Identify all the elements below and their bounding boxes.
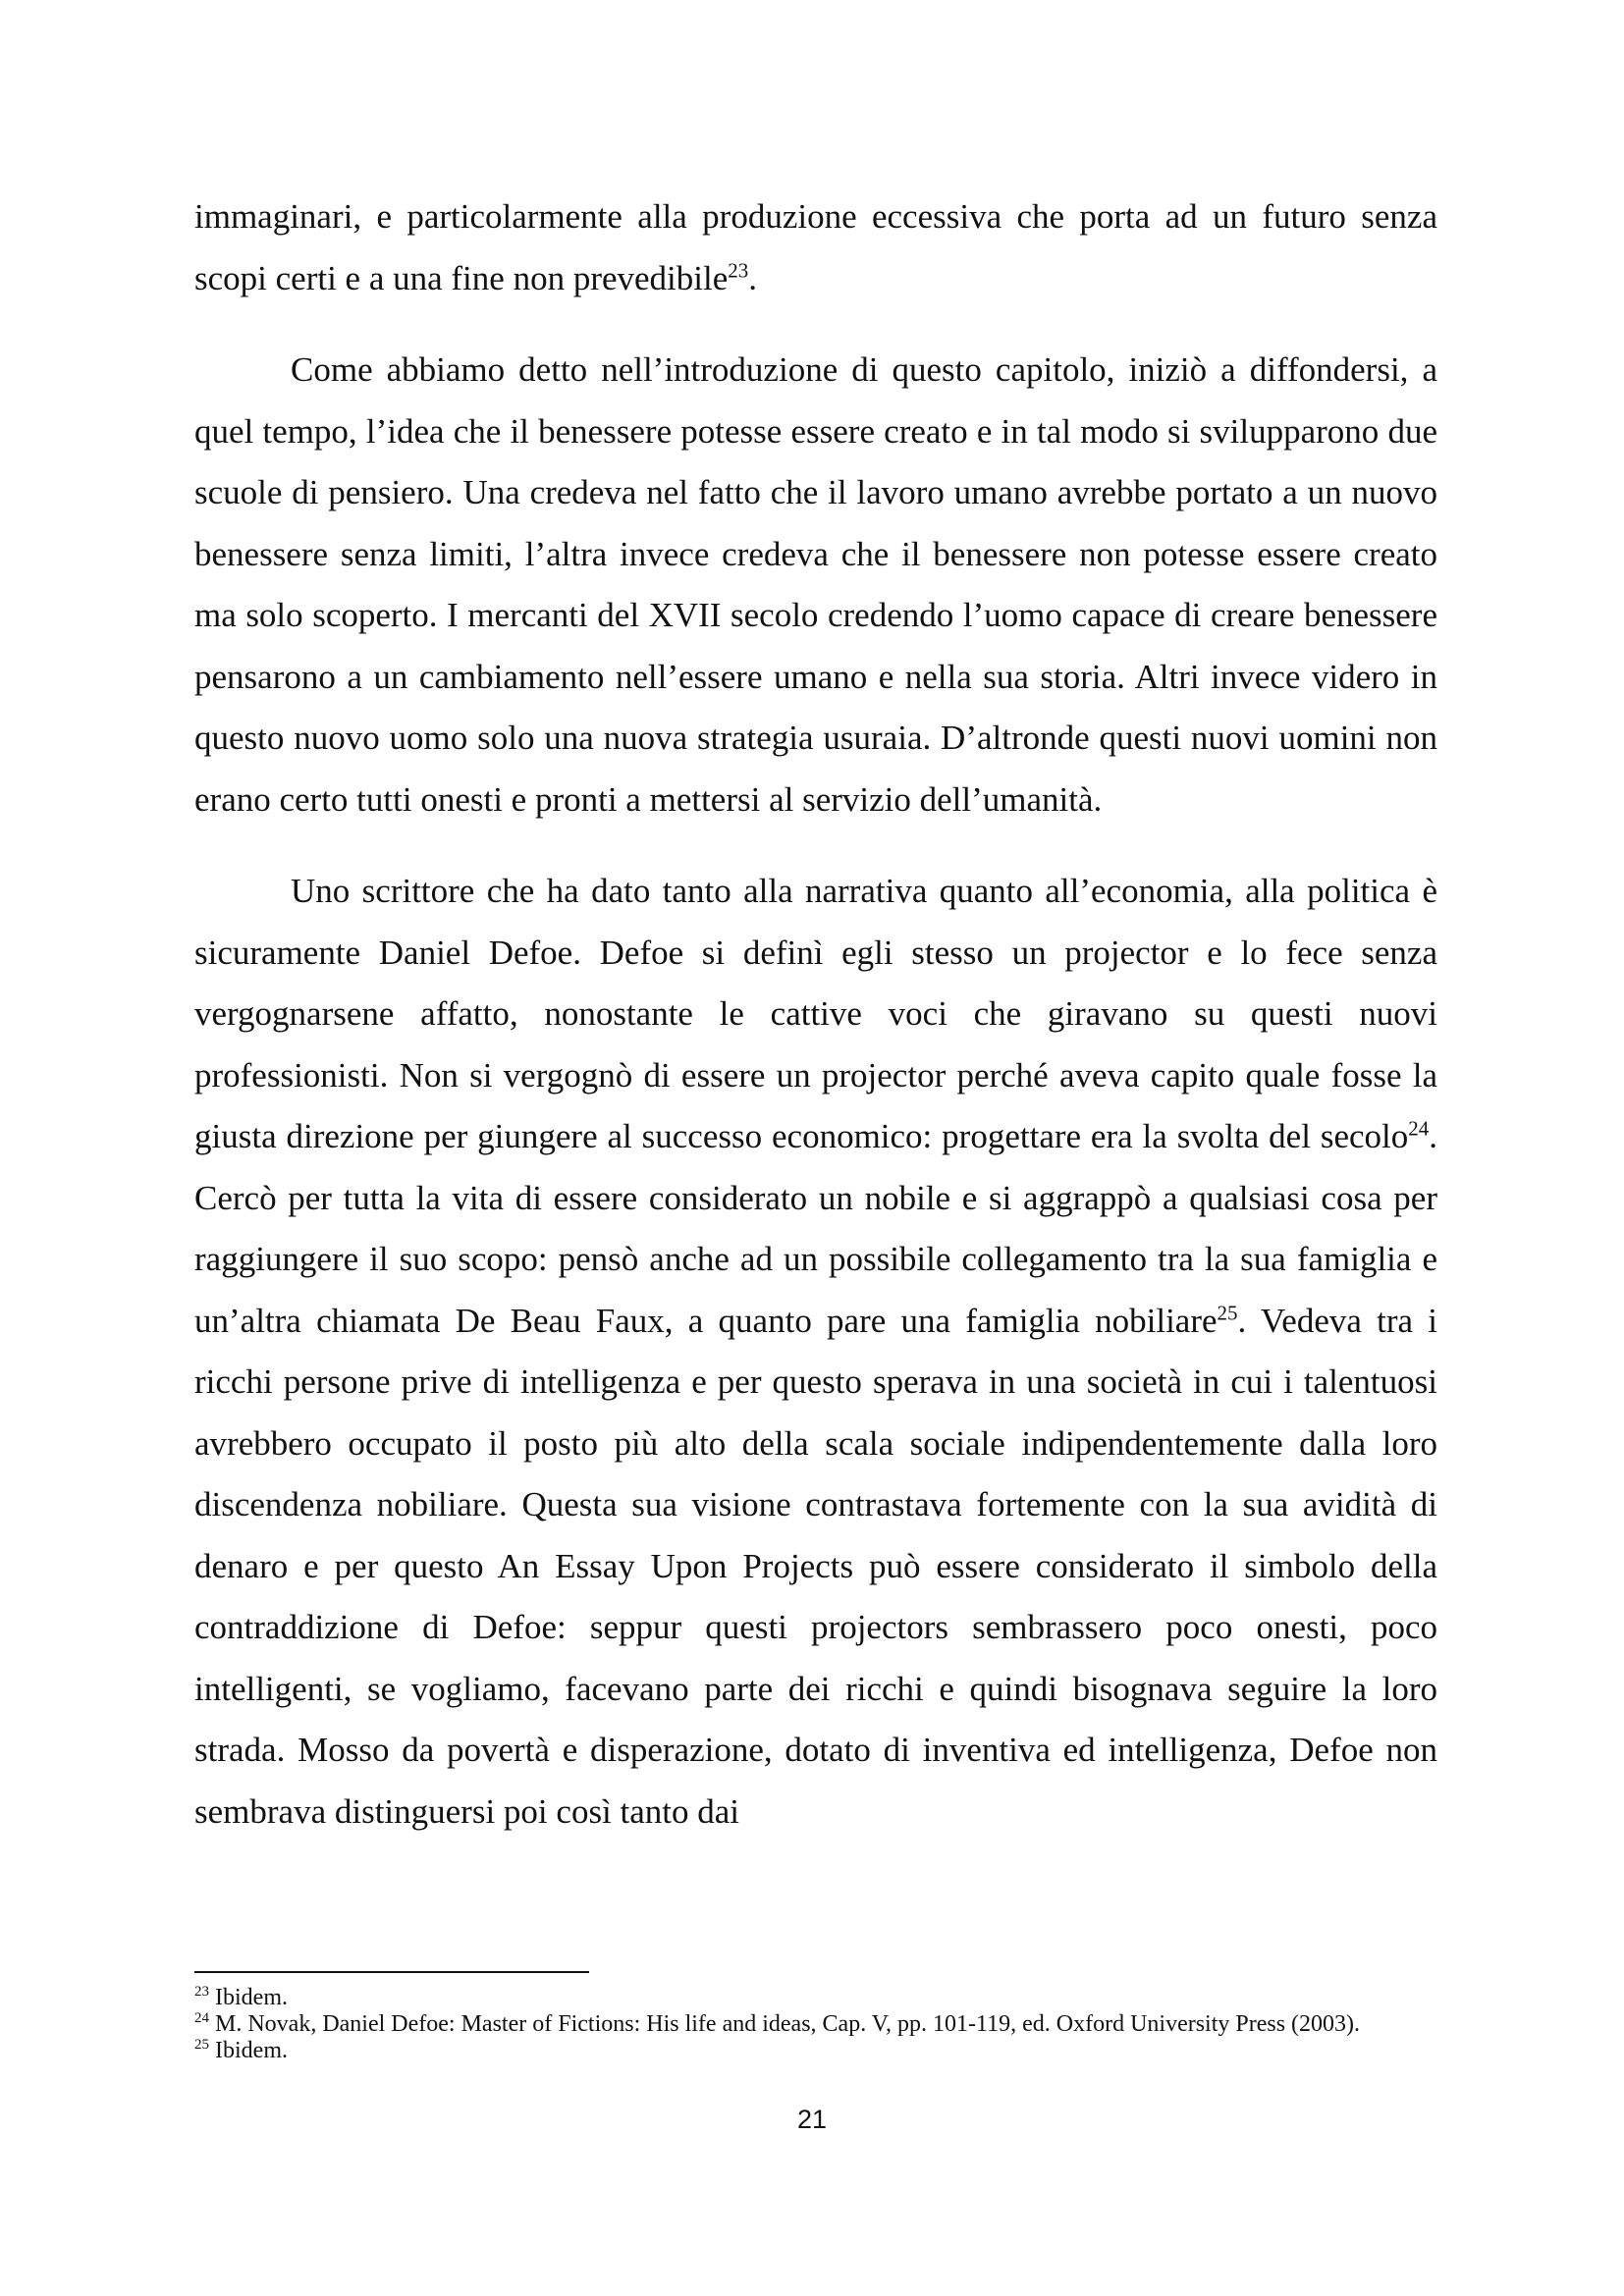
footnote-24 [194,2011,1437,2038]
paragraph-1 [194,187,1437,309]
paragraph-text: . Cercò per tutta la vita di essere considerato un nobile e si aggrappò a qualsiasi cosa per raggiungere il suo scopo: pensò anche ad un possibile collegamento tra la sua famiglia e un’altra chiamata De Beau Faux, a quanto pare una famiglia nobiliare [194,1117,1437,1340]
footnote-number: 25 [194,2037,209,2053]
paragraph-text: Uno scrittore che ha dato tanto alla narrativa quanto all’economia, alla politica è sicuramente Daniel Defoe. Defoe si definì egli stesso un projector e lo fece senza vergognarsene affatto, nonostante le cattive voci che giravano su questi nuovi professionisti. Non si vergognò di essere un projector perché aveva capito quale fosse la giusta direzione per giungere al successo economico: progettare era la svolta del secolo [194,872,1437,1155]
page-number: 21 [796,2105,828,2134]
footnote-separator [194,1971,589,1973]
footnote-reference-24[interactable]: 24 [1408,1116,1430,1141]
paragraph-3 [194,861,1437,1842]
paragraph-text: Come abbiamo detto nell’introduzione di questo capitolo, iniziò a diffondersi, a quel tempo, l’idea che il benessere potesse essere creato e in tal modo si svilupparono due scuole di pensiero. Una credeva nel fatto che il lavoro umano avrebbe portato a un nuovo benessere senza limiti, l’altra invece credeva che il benessere non potesse essere creato ma solo scoperto. I mercanti del XVII secolo credendo l’uomo capace di creare benessere pensarono a un cambiamento nell’essere umano e nella sua storia. Altri invece videro in questo nuovo uomo solo una nuova strategia usuraia. D’altronde questi nuovi uomini non erano certo tutti onesti e pronti a mettersi al servizio dell’umanità. [194,350,1437,819]
footnote-text: Ibidem. [209,1985,288,2010]
paragraph-text: . Vedeva tra i ricchi persone prive di intelligenza e per questo sperava in una società in cui i talentuosi avrebbero occupato il posto più alto della scala sociale indipendentemente dalla loro discendenza nobiliare. Questa sua visione contrastava fortemente con la sua avidità di denaro e per questo An Essay Upon Projects può essere considerato il simbolo della contraddizione di Defoe: seppur questi projectors sembrassero poco onesti, poco intelligenti, se vogliamo, facevano parte dei ricchi e quindi bisognava seguire la loro strada. Mosso da povertà e disperazione, dotato di inventiva ed intelligenza, Defoe non sembrava distinguersi poi così tanto dai [194,1301,1437,1831]
body-text [194,187,1437,1842]
footnote-reference-23[interactable]: 23 [728,257,749,282]
footnote-23 [194,1985,1437,2011]
footnote-number: 24 [194,2010,209,2026]
paragraph-2 [194,340,1437,830]
footnote-number: 23 [194,1984,209,2000]
paragraph-text: immaginari, e particolarmente alla produzione eccessiva che porta ad un futuro senza scopi certi e a una fine non prevedibile [194,197,1437,297]
paragraph-text: . [748,258,758,297]
footnote-text: Ibidem. [209,2038,288,2063]
footnote-text: M. Novak, Daniel Defoe: Master of Fictions: His life and ideas, Cap. V, pp. 101-119, ed. Oxford University Press (2003). [209,2011,1361,2037]
footnote-reference-25[interactable]: 25 [1217,1300,1238,1324]
footnotes [194,1985,1437,2064]
footnote-25 [194,2038,1437,2064]
